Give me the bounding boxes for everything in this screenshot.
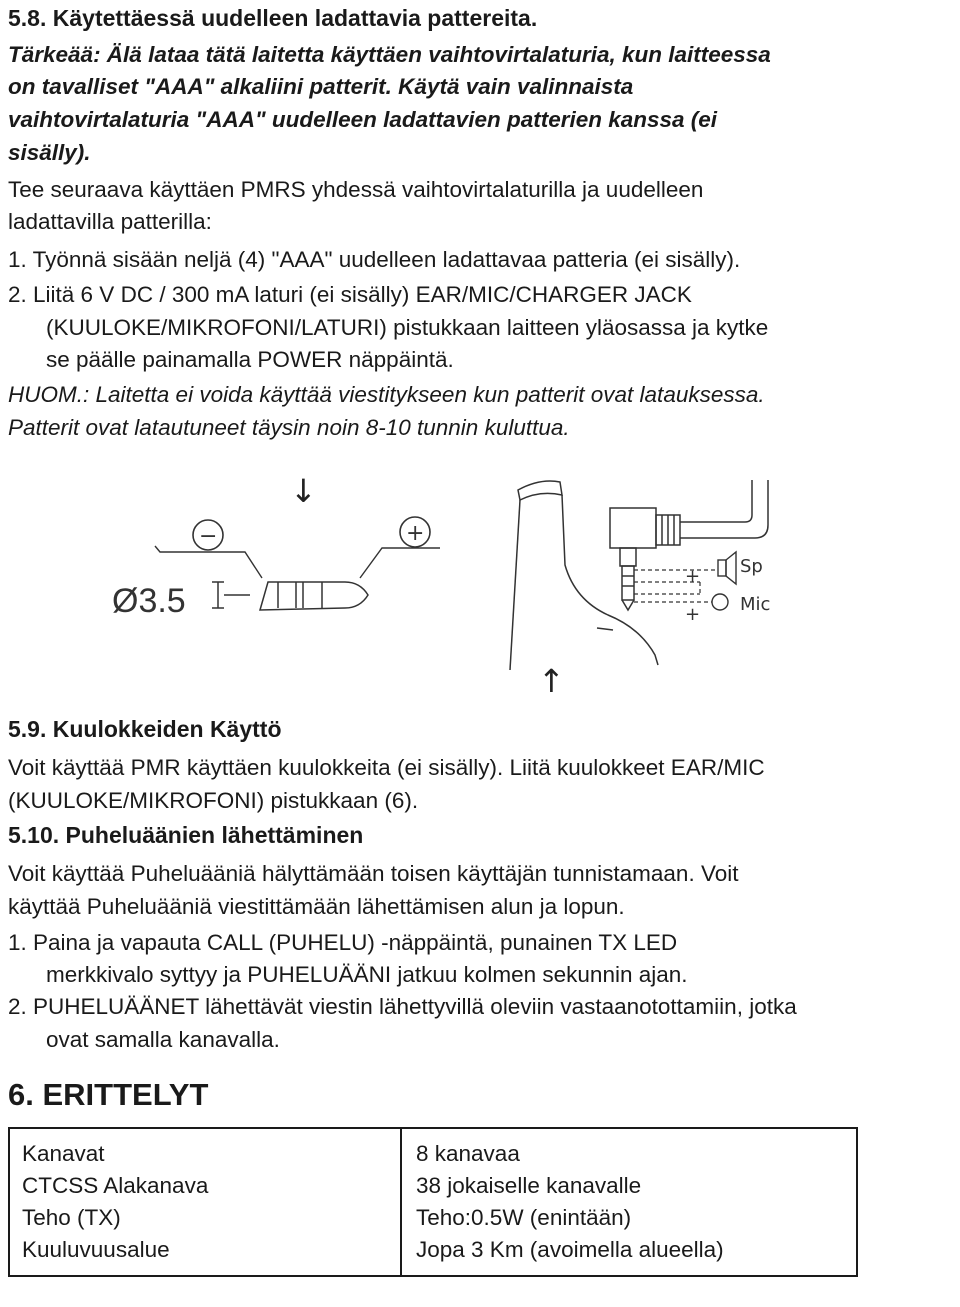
section-heading-6: 6. ERITTELYT <box>8 1077 209 1112</box>
plus-leader-line <box>360 548 440 578</box>
spec-value-power: Teho:0.5W (enintään) <box>416 1205 632 1230</box>
jack-plug-icon <box>212 582 368 610</box>
section-heading-5-9: 5.9. Kuulokkeiden Käyttö <box>8 716 282 742</box>
sec-5-10-item-1-line-1: 1. Paina ja vapauta CALL (PUHELU) -näppäintä, punainen TX LED <box>8 930 678 955</box>
spec-label-range: Kuuluvuusalue <box>22 1237 170 1262</box>
sec-5-9-line-1: Voit käyttää PMR käyttäen kuulokkeita (ei sisälly). Liitä kuulokkeet EAR/MIC <box>8 755 765 780</box>
spec-value-range: Jopa 3 Km (avoimella alueella) <box>416 1237 724 1262</box>
spec-label-channels: Kanavat <box>22 1141 105 1166</box>
spec-label-power: Teho (TX) <box>22 1205 121 1230</box>
warning-line-2: on tavalliset "AAA" alkaliini patterit. Käytä vain valinnaista <box>8 74 634 99</box>
warning-line-3: vaihtovirtalaturia "AAA" uudelleen ladattavien patterien kanssa (ei <box>8 107 718 132</box>
plus-symbol: + <box>406 521 425 546</box>
step-2-line-3: se päälle painamalla POWER näppäintä. <box>46 347 454 372</box>
sec-5-9-line-2: (KUULOKE/MIKROFONI) pistukkaan (6). <box>8 788 419 813</box>
sec-5-10-line-2: käyttää Puheluääniä viestittämään lähettämisen alun ja lopun. <box>8 894 625 919</box>
headset-connection-figure <box>0 460 960 710</box>
minus-symbol: − <box>199 524 218 549</box>
spec-value-channels: 8 kanavaa <box>416 1141 520 1166</box>
specifications-table <box>8 1127 858 1277</box>
section-heading-5-8: 5.8. Käytettäessä uudelleen ladattavia pattereita. <box>8 5 538 31</box>
speaker-label: Sp <box>740 556 763 577</box>
sec-5-10-item-2-line-2: ovat samalla kanavalla. <box>46 1027 280 1052</box>
radio-body-icon <box>510 481 658 670</box>
mic-plus-symbol: + <box>685 604 701 625</box>
section-heading-5-10: 5.10. Puheluäänien lähettäminen <box>8 822 364 848</box>
warning-line-1: Tärkeää: Älä lataa tätä laitetta käyttäen vaihtovirtalaturia, kun laitteessa <box>8 42 771 67</box>
microphone-icon <box>712 594 728 610</box>
note-line-2: Patterit ovat latautuneet täysin noin 8-10 tunnin kuluttua. <box>8 415 570 440</box>
speaker-icon <box>718 552 736 584</box>
warning-line-4: sisälly). <box>8 140 91 165</box>
table-divider <box>400 1129 402 1275</box>
intro-line-1: Tee seuraava käyttäen PMRS yhdessä vaihtovirtalaturilla ja uudelleen <box>8 177 704 202</box>
spec-value-ctcss: 38 jokaiselle kanavalle <box>416 1173 642 1198</box>
wiring-diagram <box>634 570 718 602</box>
step-2-line-2: (KUULOKE/MIKROFONI/LATURI) pistukkaan laitteen yläosassa ja kytke <box>46 315 769 340</box>
plug-diameter-label: Ø3.5 <box>112 582 186 620</box>
intro-line-2: ladattavilla patterilla: <box>8 209 212 234</box>
mic-label: Mic <box>740 594 771 615</box>
arrow-down-icon: ↓ <box>290 472 317 510</box>
arrow-up-icon: ↑ <box>538 662 565 700</box>
sec-5-10-item-1-line-2: merkkivalo syttyy ja PUHELUÄÄNI jatkuu kolmen sekunnin ajan. <box>46 962 688 987</box>
figure-svg <box>0 460 960 710</box>
sec-5-10-item-2-line-1: 2. PUHELUÄÄNET lähettävät viestin lähettyvillä oleviin vastaanotottamiin, jotka <box>8 994 797 1019</box>
note-line-1: HUOM.: Laitetta ei voida käyttää viestitykseen kun patterit ovat latauksessa. <box>8 382 765 407</box>
spec-label-ctcss: CTCSS Alakanava <box>22 1173 209 1198</box>
step-2-line-1: 2. Liitä 6 V DC / 300 mA laturi (ei sisälly) EAR/MIC/CHARGER JACK <box>8 282 692 307</box>
right-angle-plug-icon <box>610 480 768 610</box>
step-1: 1. Työnnä sisään neljä (4) "AAA" uudelleen ladattavaa patteria (ei sisälly). <box>8 247 741 272</box>
sec-5-10-line-1: Voit käyttää Puheluääniä hälyttämään toisen käyttäjän tunnistamaan. Voit <box>8 861 739 886</box>
speaker-plus-symbol: + <box>685 566 701 587</box>
minus-leader-line <box>155 546 262 578</box>
